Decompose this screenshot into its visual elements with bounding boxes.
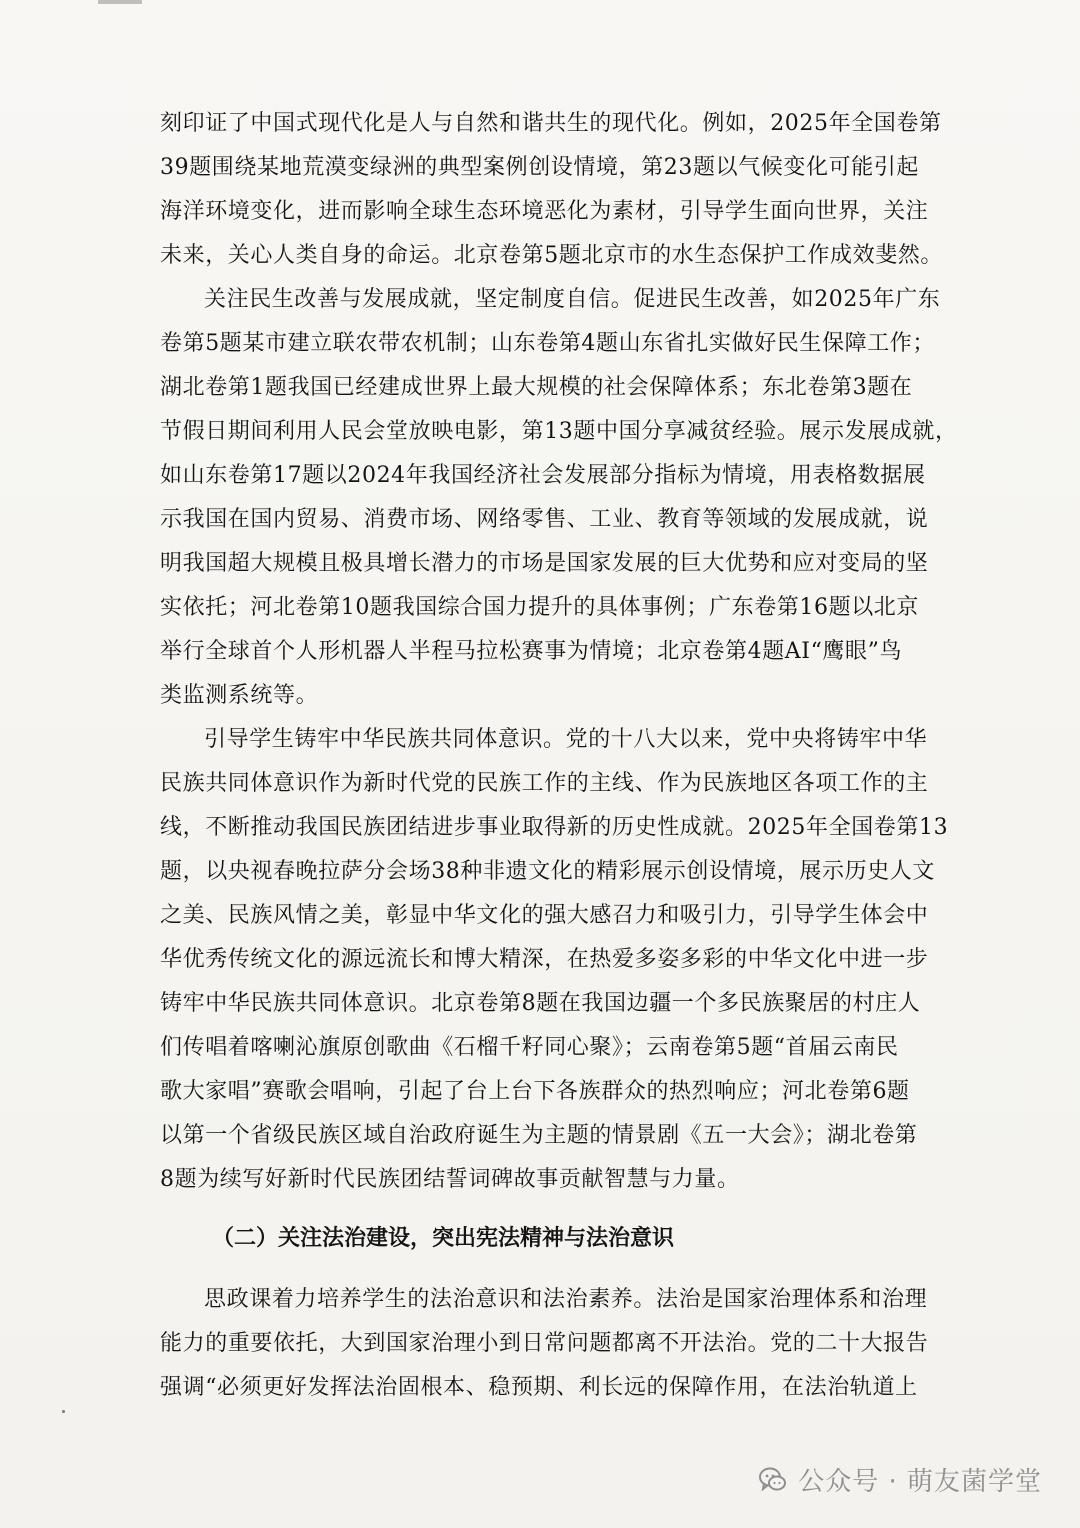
paragraph-2 [160,278,958,718]
text-line: 未来，关心人类自身的命运。北京卷第5题北京市的水生态保护工作成效斐然。 [160,243,943,268]
watermark-text: 公众号 · 萌友菌学堂 [798,1467,1042,1497]
text-line: 湖北卷第1题我国已经建成世界上最大规模的社会保障体系；东北卷第3题在 [160,375,913,400]
text-line: 思政课着力培养学生的法治意识和法治素养。法治是国家治理体系和治理 [204,1287,928,1312]
text-line: 歌大家唱”赛歌会唱响，引起了台上台下各族群众的热烈响应；河北卷第6题 [160,1079,910,1104]
watermark [758,1461,1042,1498]
text-line: 们传唱着喀喇沁旗原创歌曲《石榴千籽同心聚》；云南卷第5题“首届云南民 [160,1035,899,1060]
text-line: 节假日期间利用人民会堂放映电影，第13题中国分享减贫经验。展示发展成就， [160,419,958,444]
text-line: 关注民生改善与发展成就，坚定制度自信。促进民生改善，如2025年广东 [204,287,941,312]
text-line: 引导学生铸牢中华民族共同体意识。党的十八大以来，党中央将铸牢中华 [204,727,928,752]
text-line: 海洋环境变化，进而影响全球生态环境恶化为素材，引导学生面向世界，关注 [160,199,929,224]
text-line: 实依托；河北卷第10题我国综合国力提升的具体事例；广东卷第16题以北京 [160,595,919,620]
text-line: 8题为续写好新时代民族团结誓词碑故事贡献智慧与力量。 [160,1167,740,1192]
text-line: 39题围绕某地荒漠变绿洲的典型案例创设情境，第23题以气候变化可能引起 [160,155,919,180]
text-line: 铸牢中华民族共同体意识。北京卷第8题在我国边疆一个多民族聚居的村庄人 [160,991,921,1016]
text-line: 刻印证了中国式现代化是人与自然和谐共生的现代化。例如，2025年全国卷第 [160,111,942,136]
section-heading: （二）关注法治建设，突出宪法精神与法治意识 [212,1225,675,1251]
scan-edge-mark [98,0,142,4]
paragraph-3 [160,718,949,1202]
wechat-icon [758,1465,788,1495]
text-line: 举行全球首个人形机器人半程马拉松赛事为情境；北京卷第4题AI“鹰眼”鸟 [160,639,903,664]
text-line: 之美、民族风情之美，彰显中华文化的强大感召力和吸引力，引导学生体会中 [160,903,929,928]
text-line: 明我国超大规模且极具增长潜力的市场是国家发展的巨大优势和应对变局的坚 [160,551,929,576]
text-line: 类监测系统等。 [160,683,319,708]
text-line: 示我国在国内贸易、消费市场、网络零售、工业、教育等领域的发展成就，说 [160,507,929,532]
article-body [160,102,958,1410]
scan-speck [62,1410,65,1413]
text-line: 华优秀传统文化的源远流长和博大精深，在热爱多姿多彩的中华文化中进一步 [160,947,929,972]
spacer [160,1260,940,1278]
text-line: 民族共同体意识作为新时代党的民族工作的主线、作为民族地区各项工作的主 [160,771,929,796]
text-line: 强调“必须更好发挥法治固根本、稳预期、利长远的保障作用，在法治轨道上 [160,1375,918,1400]
text-line: 以第一个省级民族区域自治政府诞生为主题的情景剧《五一大会》；湖北卷第 [160,1123,918,1148]
text-line: 能力的重要依托，大到国家治理小到日常问题都离不开法治。党的二十大报告 [160,1331,929,1356]
text-line: 线，不断推动我国民族团结进步事业取得新的历史性成就。2025年全国卷第13 [160,815,949,840]
paragraph-1 [160,102,943,278]
paragraph-4 [160,1278,940,1410]
text-line: 如山东卷第17题以2024年我国经济社会发展部分指标为情境，用表格数据展 [160,463,926,488]
text-line: 题，以央视春晚拉萨分会场38种非遗文化的精彩展示创设情境，展示历史人文 [160,859,935,884]
text-line: 卷第5题某市建立联农带农机制；山东卷第4题山东省扎实做好民生保障工作； [160,331,935,356]
spacer [160,1202,940,1216]
